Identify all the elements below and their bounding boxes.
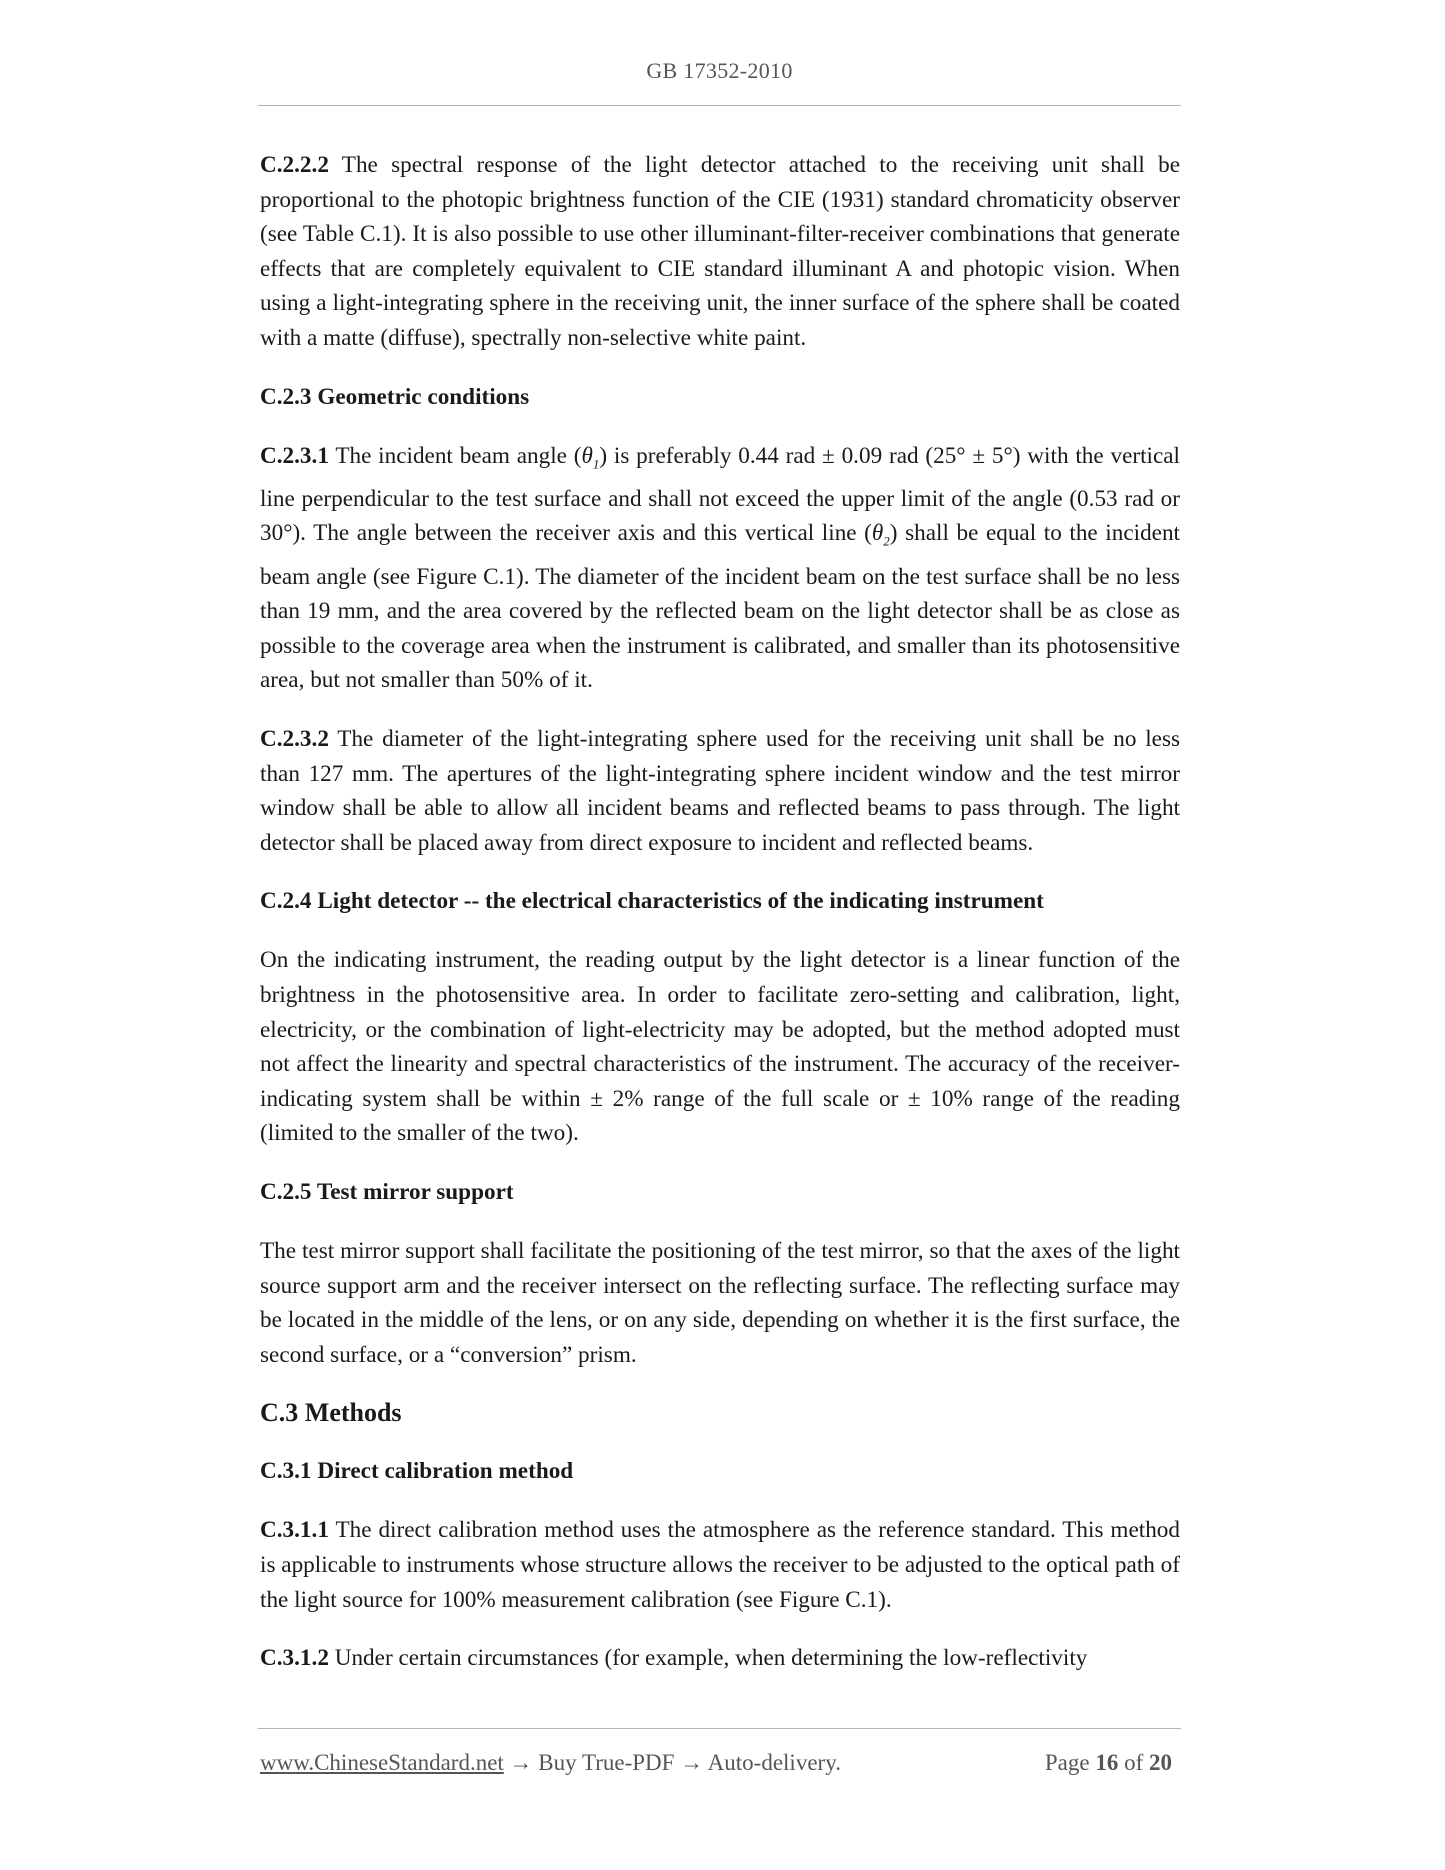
clause-text: The direct calibration method uses the atmosphere as the reference standard. This method is applicable to instruments whose structure allows the receiver to be adjusted to the optical path of the light source for 100% measurement calibration (see Figure C.1). [260, 1517, 1180, 1613]
delivery-text: Auto-delivery. [707, 1750, 841, 1775]
page-word: Page [1044, 1750, 1090, 1775]
paragraph-c2-2-2 [260, 148, 1180, 356]
clause-text-a: The incident beam angle ( [335, 442, 582, 469]
clause-label: C.2.2.2 [260, 152, 329, 178]
paragraph-c3-1-1 [260, 1513, 1180, 1617]
heading-c2-3: C.2.3 Geometric conditions [260, 383, 530, 410]
footer-divider [258, 1728, 1181, 1729]
page-total: 20 [1149, 1750, 1172, 1775]
clause-label: C.2.3.1 [260, 442, 329, 469]
clause-label: C.3.1.1 [260, 1517, 329, 1544]
paragraph-c3-1-2 [260, 1641, 1180, 1676]
heading-c2-5: C.2.5 Test mirror support [260, 1178, 514, 1205]
website-link[interactable]: www.ChineseStandard.net [260, 1750, 504, 1775]
page-header: GB 17352-2010 [646, 58, 793, 83]
page-indicator [1045, 1750, 1172, 1776]
clause-label: C.2.3.2 [260, 726, 329, 752]
theta-1-subscript: 1 [592, 456, 600, 472]
theta-2-letter: θ [871, 520, 884, 547]
paragraph-c2-3-2 [260, 722, 1180, 860]
theta-1-symbol [581, 442, 600, 472]
heading-c2-4: C.2.4 Light detector -- the electrical characteristics of the indicating instrument [260, 888, 1044, 915]
heading-c3: C.3 Methods [260, 1398, 402, 1428]
of-word: of [1124, 1750, 1144, 1775]
buy-text: Buy True-PDF [538, 1750, 675, 1775]
clause-text-b: ) is preferably 0.44 rad ± 0.09 rad (25° ± 5°) with the vertical line perpendicular to the test surface and shall not exceed the upper limit of the angle (0.53 rad or 30°). The angle between the receiver axis and this vertical line ( [260, 442, 1180, 547]
heading-c3-1: C.3.1 Direct calibration method [260, 1458, 574, 1485]
document-body [260, 148, 1180, 1700]
theta-2-subscript: 2 [883, 534, 890, 550]
page-footer [260, 1750, 1180, 1776]
clause-text: Under certain circumstances (for example, when determining the low-reflectivity [334, 1645, 1088, 1672]
clause-text: The spectral response of the light detector attached to the receiving unit shall be proportional to the photopic brightness function of the CIE (1931) standard chromaticity observer (see Table C.1). It is also possible to use other illuminant-filter-receiver combinations that generate effects that are completely equivalent to CIE standard illuminant A and photopic vision. When using a light-integrating sphere in the receiving unit, the inner surface of the sphere shall be coated with a matte (diffuse), spectrally non-selective white paint. [260, 152, 1180, 351]
paragraph-c2-3-1 [260, 439, 1180, 698]
page-number: 16 [1095, 1750, 1119, 1775]
clause-text: The diameter of the light-integrating sphere used for the receiving unit shall be no less than 127 mm. The apertures of the light-integrating sphere incident window and the test mirror window shall be able to allow all incident beams and reflected beams to pass through. The light detector shall be placed away from direct exposure to incident and reflected beams. [260, 726, 1180, 856]
arrow-right-icon: → [680, 1750, 704, 1775]
theta-1-letter: θ [581, 442, 593, 469]
paragraph-c2-4: On the indicating instrument, the reading output by the light detector is a linear function of the brightness in the photosensitive area. In order to facilitate zero-setting and calibration, light, electricity, or the combination of light-electricity may be adopted, but the method adopted must not affect the linearity and spectral characteristics of the instrument. The accuracy of the receiver-indicating system shall be within ± 2% range of the full scale or ± 10% range of the reading (limited to the smaller of the two). [260, 947, 1180, 1147]
theta-2-symbol [871, 520, 890, 550]
clause-label: C.3.1.2 [260, 1645, 329, 1672]
header-divider [258, 105, 1181, 106]
paragraph-c2-5: The test mirror support shall facilitate the positioning of the test mirror, so that the axes of the light source support arm and the receiver intersect on the reflecting surface. The reflecting surface may be located in the middle of the lens, or on any side, depending on whether it is the first surface, the second surface, or a “conversion” prism. [260, 1237, 1180, 1368]
arrow-right-icon: → [509, 1750, 533, 1775]
clause-text-c: ) shall be equal to the incident beam angle (see Figure C.1). The diameter of the incident beam on the test surface shall be no less than 19 mm, and the area covered by the reflected beam on the light detector shall be as close as possible to the coverage area when the instrument is calibrated, and smaller than its photosensitive area, but not smaller than 50% of it. [260, 520, 1180, 694]
